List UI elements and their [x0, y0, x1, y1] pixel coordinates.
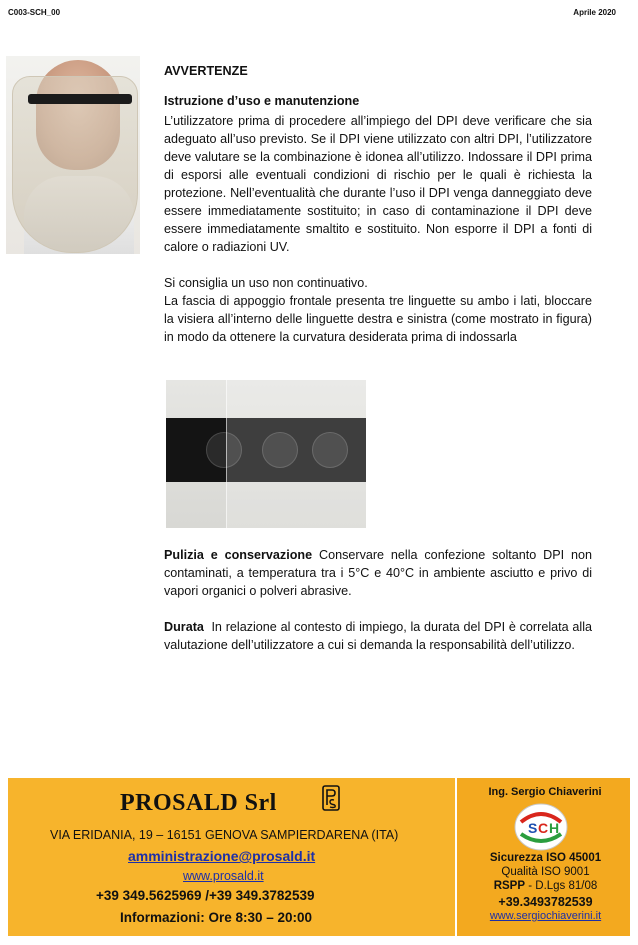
section-duration-body: In relazione al contesto di impiego, la durata del DPI è correlata alla valutazione dell’utilizzatore a cui si demanda la responsabilità dell’utilizzo. — [164, 620, 593, 652]
document-code: C003-SCH_00 — [8, 8, 61, 17]
rspp-label: RSPP — [493, 880, 526, 892]
photo-headband — [28, 94, 132, 104]
section-usage-body: L’utilizzatore prima di procedere all’impiego del DPI deve verificare che sia adeguato all’uso previsto. Se il DPI viene utilizzato con altri DPI, l’utilizzatore deve valutare se la combinazione è idonea all’utilizzo. Indossare il DPI prima di esporsi alle eventuali condizioni di rischio per le quali è richiesta la protezione. Nell’eventualità che durante l’uso il DPI venga danneggiato deve essere immediatamente sostituito; in caso di contaminazione il DPI deve essere immediatamente smaltito e sostituito. Non esporre il DPI a fonti di calore o radiazioni UV. — [164, 114, 592, 254]
section-cleaning — [164, 546, 592, 600]
section-duration-title: Durata — [164, 620, 204, 634]
photo-clear-visor — [226, 380, 366, 528]
section-duration — [164, 618, 592, 654]
headband-tabs-photo — [166, 380, 366, 528]
section-cleaning-title: Pulizia e conservazione — [164, 548, 313, 562]
rspp-text: - D.Lgs 81/08 — [528, 880, 598, 892]
company-phones: +39 349.5625969 /+39 349.3782539 — [96, 888, 315, 903]
consultant-iso45001: Sicurezza ISO 45001 — [489, 852, 602, 864]
company-address: VIA ERIDANIA, 19 – 16151 GENOVA SAMPIERDARENA (ITA) — [50, 828, 399, 842]
section-usage-title: Istruzione d’uso e manutenzione — [164, 94, 360, 108]
sch-logo-icon — [513, 802, 569, 852]
face-shield-photo — [6, 56, 140, 254]
svg-text:H: H — [549, 820, 560, 836]
company-hours: Informazioni: Ore 8:30 – 20:00 — [120, 910, 313, 925]
document-date: Aprile 2020 — [573, 8, 616, 17]
company-email-link[interactable]: amministrazione@prosald.it — [128, 848, 316, 864]
consultant-iso9001: Qualità ISO 9001 — [501, 866, 590, 878]
section-usage-band: La fascia di appoggio frontale presenta tre linguette su ambo i lati, bloccare la visiera all’interno delle linguette destra e sinistra (come mostrato in figura) in modo da ottenere la curvatura desiderata prima di indossarla — [164, 294, 592, 344]
svg-text:C: C — [538, 820, 549, 836]
company-name: PROSALD Srl — [120, 790, 277, 816]
section-cleaning-body: Conservare nella confezione soltanto DPI non contaminati, a temperatura tra i 5°C e 40°C in ambiente asciutto e privo di vapori organici o polveri abrasive. — [164, 548, 592, 598]
section-usage-note: Si consiglia un uso non continuativo. — [164, 276, 368, 290]
svg-text:S: S — [528, 820, 538, 836]
consultant-website-link[interactable]: www.sergiochiaverini.it — [489, 910, 602, 922]
prosald-logo-icon — [322, 785, 340, 811]
consultant-rspp — [463, 880, 628, 892]
company-website-link[interactable]: www.prosald.it — [183, 869, 264, 883]
consultant-name: Ing. Sergio Chiaverini — [488, 786, 602, 798]
page-title: AVVERTENZE — [164, 64, 248, 78]
consultant-phone: +39.3493782539 — [498, 895, 593, 909]
